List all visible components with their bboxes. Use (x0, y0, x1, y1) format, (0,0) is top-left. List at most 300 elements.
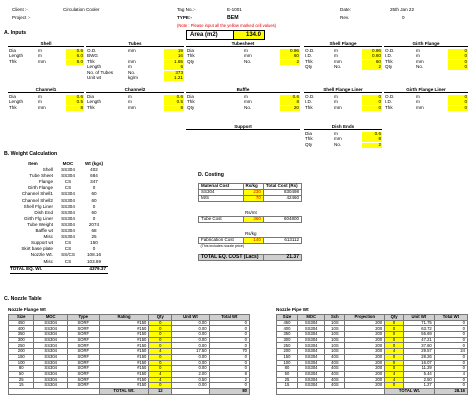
shell-value-input[interactable]: 0.6 (66, 49, 84, 54)
nozzle-flange-cell: 200 (9, 349, 34, 355)
nozzle-pipe-cell: SS304 (297, 371, 325, 377)
shell-unit: m (38, 53, 42, 58)
nozzle-pipe-qty-input[interactable]: 4 (385, 371, 404, 377)
weight-value: 402 (90, 167, 98, 173)
costing-total: 42460 (263, 196, 301, 202)
nozzle-pipe-cell: 10S (325, 337, 345, 343)
nozzle-flange-cell: 0.00 (172, 337, 209, 343)
girth-flange-liner-unit: m (416, 93, 420, 99)
channel2-param-label: Length (87, 99, 102, 104)
shell-flange-unit: mm (334, 58, 342, 64)
tubes-value-input[interactable]: 6 (164, 65, 184, 70)
weight-value: 60 (91, 197, 97, 203)
costing-header-material: Material Cost (199, 184, 244, 190)
nozzle-flange-header-cell: Qty (149, 315, 172, 321)
costing-total: 830498 (263, 190, 301, 196)
nozzle-flange-cell: 0.00 (172, 320, 209, 326)
nozzle-flange-cell: SORF (67, 343, 99, 349)
costing-total-row (199, 255, 302, 261)
shell-flange-value-input[interactable]: 2 (362, 65, 382, 70)
channel1-value-input[interactable]: 0.6 (66, 95, 84, 100)
weight-value: 25 (91, 234, 97, 240)
weight-value: 150 (90, 240, 98, 246)
nozzle-pipe-cell: 4 (434, 371, 467, 377)
weight-moc: CS (64, 246, 72, 252)
nozzle-flange-cell: 0.50 (172, 377, 209, 383)
nozzle-pipe-cell: 10S (325, 326, 345, 332)
nozzle-pipe-cell: SS304 (297, 326, 325, 332)
weight-item: Girth Flg Liner (23, 215, 53, 221)
nozzle-flange-cell: 50 (9, 371, 34, 377)
nozzle-flange-cell: 70 (209, 349, 249, 355)
nozzle-pipe-cell: 0 (434, 366, 467, 372)
shell-flange-liner-title: Shell Flange Liner (323, 87, 363, 92)
tubesheet-value-input[interactable]: 60 (280, 54, 300, 59)
weight-moc: SS304 (61, 197, 75, 203)
tubes-value-input[interactable]: 19 (164, 49, 184, 54)
nozzle-pipe-cell: 10S (325, 349, 345, 355)
nozzle-pipe-qty-input[interactable]: 0 (385, 332, 404, 338)
nozzle-flange-cell: SS304 (34, 326, 67, 332)
tag-label: Tag No.:- (177, 7, 196, 12)
costing-rate-input[interactable]: 70 (243, 196, 263, 202)
nozzle-flange-cell: 0 (209, 354, 249, 360)
nozzle-pipe-cell: 0 (434, 337, 467, 343)
nozzle-pipe-qty-input[interactable]: 4 (385, 377, 404, 383)
nozzle-flange-cell: 0 (209, 337, 249, 343)
nozzle-pipe-cell: 10S (325, 332, 345, 338)
weight-item: Nozzle Wt. (30, 252, 53, 258)
nozzle-pipe-cell: 200 (345, 349, 385, 355)
weight-item: Shell (42, 167, 53, 173)
shell-flange-unit: m (334, 53, 338, 58)
nozzle-flange-qty-input[interactable]: 0 (149, 383, 172, 389)
nozzle-pipe-header-cell: Unit Wt (403, 315, 434, 321)
weight-item: Dish End (34, 209, 53, 215)
nozzle-pipe-header-cell: MOC (297, 315, 325, 321)
girth-flange-liner-title: Girth Flange Liner (406, 87, 446, 92)
nozzle-pipe-cell: 10S (325, 343, 345, 349)
baffle-value-input[interactable]: 8 (280, 100, 300, 105)
costing-rate-input[interactable]: 230 (243, 190, 263, 196)
area-label: Area (m2) (186, 30, 234, 40)
nozzle-pipe-cell: 80 (277, 366, 298, 372)
nozzle-flange-cell: SS304 (34, 343, 67, 349)
girth-flange-value-input[interactable]: 0 (448, 60, 468, 65)
girth-flange-liner-unit: m (416, 99, 420, 104)
date-value: 25th Jan 22 (390, 7, 415, 12)
tubesheet-unit: No. (244, 58, 252, 64)
tag-value: E-1001 (227, 7, 242, 12)
tubes-param-label: Unit wt (87, 75, 102, 80)
nozzle-pipe-cell: 200 (345, 343, 385, 349)
nozzle-flange-total-label: TOTAL Wt. (99, 388, 149, 394)
costing-fab-label: Fabrication Cost (199, 238, 244, 244)
nozzle-flange-cell: SORF (67, 371, 99, 377)
nozzle-pipe-header-cell: Total Wt (434, 315, 467, 321)
nozzle-flange-cell: SS304 (34, 349, 67, 355)
nozzle-pipe-cell: 2.50 (403, 377, 434, 383)
costing-table (198, 183, 302, 261)
tubes-param-label: Thk (87, 58, 95, 64)
nozzle-flange-cell: SORF (67, 337, 99, 343)
nozzle-flange-cell: SORF (67, 349, 99, 355)
baffle-value-input[interactable]: 20 (280, 106, 300, 111)
nozzle-pipe-qty-input[interactable]: 0 (385, 360, 404, 366)
nozzle-flange-cell: 2 (209, 377, 249, 383)
nozzle-flange-qty-input[interactable]: 4 (149, 349, 172, 355)
nozzle-flange-qty-input[interactable]: 4 (149, 377, 172, 383)
nozzle-pipe-cell: 350 (277, 332, 298, 338)
weight-item: Tube Sheet (29, 173, 53, 179)
nozzle-pipe-cell: 40S (325, 377, 345, 383)
weight-value: 60 (91, 209, 97, 215)
girth-flange-title: Girth Flange (412, 41, 440, 46)
girth-flange-value-input[interactable]: 0 (448, 65, 468, 70)
nozzle-pipe-header-cell: Sch (325, 315, 345, 321)
nozzle-pipe-cell: 63.72 (403, 326, 434, 332)
nozzle-flange-total-spacer (9, 388, 100, 394)
channel1-param-label: Length (9, 99, 24, 104)
girth-flange-liner-value-input[interactable]: 0 (448, 106, 468, 111)
weight-value: 0 (92, 246, 96, 252)
nozzle-flange-cell: 300 (9, 337, 34, 343)
channel1-param-label: Thk (9, 104, 17, 110)
nozzle-flange-total-row (9, 388, 250, 394)
nozzle-flange-header-cell: MOC (34, 315, 67, 321)
nozzle-flange-cell: #150 (99, 371, 149, 377)
nozzle-pipe-qty-input[interactable]: 0 (385, 383, 404, 389)
shell-row (8, 60, 84, 66)
nozzle-pipe-cell: 200 (345, 320, 385, 326)
nozzle-pipe-cell: 40S (325, 383, 345, 389)
girth-flange-value-input[interactable]: 0 (448, 54, 468, 59)
costing-fab-note: (This includes nozzle price) (200, 243, 245, 248)
girth-flange-liner-value-input[interactable]: 0 (448, 95, 468, 100)
weight-item: Channel Shell1 (21, 191, 53, 197)
shell-flange-value-input[interactable]: 0.96 (362, 49, 382, 54)
nozzle-flange-qty-input[interactable]: 0 (149, 343, 172, 349)
tubes-param-label: BWG (87, 53, 98, 58)
nozzle-flange-cell: 0.00 (172, 326, 209, 332)
tubes-unit: m (128, 64, 132, 69)
nozzle-pipe-cell: 0 (434, 332, 467, 338)
nozzle-pipe-cell: 200 (345, 360, 385, 366)
nozzle-pipe-cell: 300 (277, 337, 298, 343)
girth-flange-liner-group (384, 88, 468, 111)
nozzle-flange-cell: 17.50 (172, 349, 209, 355)
weight-table (10, 162, 120, 274)
nozzle-pipe-cell: 40S (325, 371, 345, 377)
weight-moc: SS304 (61, 173, 75, 179)
channel2-row (86, 106, 184, 112)
weight-item: Flange (38, 179, 53, 185)
nozzle-flange-cell: 0.00 (172, 354, 209, 360)
nozzle-flange-cell: 0 (209, 332, 249, 338)
nozzle-flange-qty-input[interactable]: 0 (149, 360, 172, 366)
nozzle-flange-cell: 0 (209, 320, 249, 326)
nozzle-flange-cell: 80 (9, 366, 34, 372)
baffle-title: Baffle (236, 87, 250, 92)
shell-unit: m (38, 47, 42, 53)
weight-value: 347 (90, 179, 98, 185)
tubesheet-param-label: Dia (187, 47, 194, 53)
tubes-unit: mm (128, 47, 136, 53)
shell-flange-param-label: Thk (305, 58, 313, 64)
nozzle-pipe-cell: SS304 (297, 332, 325, 338)
channel2-value-input[interactable]: 0.6 (164, 95, 184, 100)
weight-item: Skirt base plate (21, 246, 53, 252)
nozzle-pipe-cell: SS304 (297, 366, 325, 372)
weight-total-label: TOTAL EQ. WI. (10, 265, 43, 271)
nozzle-flange-cell: SS304 (34, 360, 67, 366)
nozzle-pipe-cell: 200 (345, 371, 385, 377)
shell-flange-liner-param-label: O.D. (305, 93, 315, 99)
tubes-value-input[interactable]: 1.65 (164, 60, 184, 65)
dish-ends-value-input[interactable]: 8 (362, 137, 382, 142)
channel1-unit: mm (38, 104, 46, 110)
nozzle-flange-cell: 0 (209, 343, 249, 349)
nozzle-pipe-cell: 0 (434, 354, 467, 360)
nozzle-pipe-cell: 0 (434, 326, 467, 332)
date-label: Date: (340, 7, 351, 12)
channel1-value-input[interactable]: 0.5 (66, 100, 84, 105)
input-note: (Note : Please input all the yellow marked cell values) (177, 23, 277, 28)
nozzle-flange-cell: SS304 (34, 320, 67, 326)
costing-section-title: D. Costing (198, 172, 224, 178)
nozzle-flange-cell: 450 (9, 320, 34, 326)
nozzle-pipe-cell: 55.69 (403, 332, 434, 338)
tubes-param-label: Length (87, 64, 102, 69)
shell-flange-liner-row (304, 106, 382, 112)
costing-fab-rate-input[interactable]: 140 (243, 238, 263, 244)
dish-ends-value-input[interactable]: 0.6 (362, 132, 382, 137)
tubesheet-row (186, 60, 300, 66)
shell-flange-value-input[interactable]: 60 (362, 60, 382, 65)
nozzle-pipe-cell: SS304 (297, 320, 325, 326)
nozzle-pipe-cell: 1.27 (403, 383, 434, 389)
shell-flange-liner-value-input[interactable]: 0 (362, 100, 382, 105)
nozzle-flange-qty-input[interactable]: 0 (149, 332, 172, 338)
nozzle-pipe-cell: 40S (325, 366, 345, 372)
nozzle-flange-cell: #150 (99, 360, 149, 366)
nozzle-pipe-header-cell: Projection (345, 315, 385, 321)
nozzle-pipe-cell: SS304 (297, 360, 325, 366)
nozzle-flange-cell: 0 (209, 360, 249, 366)
nozzle-pipe-qty-input[interactable]: 4 (385, 349, 404, 355)
nozzle-pipe-cell: 11.29 (403, 366, 434, 372)
nozzle-flange-header-cell: Total Wt (209, 315, 249, 321)
support-group (186, 125, 300, 130)
nozzle-flange-cell: 150 (9, 354, 34, 360)
weight-value: 0 (92, 215, 96, 221)
weight-moc: SS304 (61, 203, 75, 209)
nozzle-flange-cell: 15 (9, 383, 34, 389)
nozzle-flange-cell: SORF (67, 377, 99, 383)
nozzle-flange-cell: 2.00 (172, 371, 209, 377)
tubes-value-input[interactable]: 1.21 (164, 76, 184, 81)
girth-flange-liner-value-input[interactable]: 0 (448, 100, 468, 105)
nozzle-flange-header-cell: Type (67, 315, 99, 321)
baffle-value-input[interactable]: 0.6 (280, 95, 300, 100)
nozzle-flange-cell: #150 (99, 354, 149, 360)
shell-value-input[interactable]: 8.0 (66, 60, 84, 65)
costing-total-label: TOTAL EQ. COST (Lacs) (199, 255, 264, 261)
weight-item: Shell Flg Liner (23, 203, 53, 209)
nozzle-flange-total-blank (172, 388, 209, 394)
nozzle-pipe-cell: SS304 (297, 354, 325, 360)
nozzle-flange-cell: SORF (67, 354, 99, 360)
nozzle-pipe-cell: 0 (434, 377, 467, 383)
nozzle-pipe-cell: SS304 (297, 383, 325, 389)
weight-moc: SS304 (61, 209, 75, 215)
nozzle-flange-cell: SORF (67, 326, 99, 332)
nozzle-flange-cell: SS304 (34, 377, 67, 383)
nozzle-flange-qty-input[interactable]: 0 (149, 366, 172, 372)
shell-param-label: Dia (9, 47, 16, 53)
girth-flange-unit: mm (416, 58, 424, 64)
dish-ends-group (304, 125, 382, 148)
shell-flange-liner-unit: m (334, 99, 338, 104)
nozzle-pipe-cell: 0 (434, 343, 467, 349)
shell-group (8, 42, 84, 65)
nozzle-flange-cell: 0.00 (172, 383, 209, 389)
nozzle-flange-qty-input[interactable]: 0 (149, 326, 172, 332)
channel2-value-input[interactable]: 0.5 (164, 100, 184, 105)
nozzle-pipe-cell: 200 (345, 332, 385, 338)
weight-moc: SS304 (61, 234, 75, 240)
weight-value: 68 (91, 228, 97, 234)
nozzle-flange-qty-input[interactable]: 0 (149, 354, 172, 360)
nozzle-flange-header-cell: Unit Wt (172, 315, 209, 321)
weight-moc: SS304 (61, 167, 75, 173)
nozzle-pipe-cell: 200 (345, 383, 385, 389)
nozzle-pipe-cell: 200 (345, 326, 385, 332)
dish-ends-value-input[interactable]: 2 (362, 143, 382, 148)
nozzle-pipe-cell: 0 (434, 383, 467, 389)
shell-flange-liner-value-input[interactable]: 0 (362, 95, 382, 100)
shell-flange-liner-value-input[interactable]: 0 (362, 106, 382, 111)
nozzle-flange-qty-input[interactable]: 0 (149, 337, 172, 343)
shell-title: Shell (40, 41, 52, 46)
nozzle-flange-cell: 8 (209, 371, 249, 377)
nozzle-flange-cell: 400 (9, 326, 34, 332)
nozzle-pipe-title: Nozzle Pipe Wt (276, 307, 309, 312)
shell-flange-value-input[interactable]: 0.60 (362, 54, 382, 59)
nozzle-pipe-cell: 0 (434, 320, 467, 326)
costing-tube-rate-input[interactable]: 360 (243, 217, 263, 223)
nozzle-flange-cell: SORF (67, 320, 99, 326)
channel2-unit: m (128, 93, 132, 99)
nozzle-pipe-cell: SS304 (297, 377, 325, 383)
girth-flange-row (384, 65, 468, 71)
nozzle-flange-cell: SORF (67, 383, 99, 389)
nozzle-flange-cell: #150 (99, 337, 149, 343)
channel2-unit: m (128, 99, 132, 104)
weight-value: 0 (92, 185, 96, 191)
girth-flange-unit: m (416, 47, 420, 53)
channel2-title: Channel2 (124, 87, 146, 92)
weight-moc: CS (64, 185, 72, 191)
shell-flange-param-label: I.D. (305, 53, 313, 58)
dish-ends-param-label: Thk (305, 136, 313, 141)
tubesheet-param-label: Qty (187, 58, 195, 64)
dish-ends-unit: m (334, 130, 338, 136)
channel1-group (8, 88, 84, 111)
channel2-param-label: Dia (87, 93, 94, 99)
nozzle-flange-total-qty: 12 (149, 388, 172, 394)
nozzle-pipe-cell: 10S (325, 320, 345, 326)
nozzle-pipe-cell: SS304 (297, 349, 325, 355)
tubes-param-label: No. of Tubes (87, 69, 114, 75)
nozzle-flange-cell: SS304 (34, 383, 67, 389)
nozzle-flange-cell: 0 (209, 326, 249, 332)
tubesheet-value-input[interactable]: 2 (280, 60, 300, 65)
tubes-value-input[interactable]: 373 (164, 71, 184, 76)
nozzle-flange-qty-input[interactable]: 4 (149, 371, 172, 377)
nozzle-flange-cell: SORF (67, 360, 99, 366)
weight-value: 108.16 (86, 252, 102, 258)
nozzle-pipe-cell: 71.75 (403, 320, 434, 326)
costing-tube-total: 604800 (263, 217, 301, 223)
nozzle-pipe-qty-input[interactable]: 0 (385, 354, 404, 360)
nozzle-flange-cell: 25 (9, 377, 34, 383)
girth-flange-liner-row (384, 106, 468, 112)
tubes-unit: kg/m (128, 75, 138, 80)
shell-flange-liner-unit: m (334, 93, 338, 99)
nozzle-pipe-qty-input[interactable]: 0 (385, 366, 404, 372)
area-input[interactable]: 134.0 (233, 30, 265, 40)
nozzle-pipe-qty-input[interactable]: 0 (385, 320, 404, 326)
nozzle-pipe-total-value: 28.16 (434, 388, 467, 394)
shell-flange-row (304, 65, 382, 71)
nozzle-flange-qty-input[interactable]: 0 (149, 320, 172, 326)
nozzle-pipe-table (276, 314, 468, 395)
nozzle-pipe-cell: 50 (277, 371, 298, 377)
shell-value-input[interactable]: 6.0 (66, 54, 84, 59)
channel2-value-input[interactable]: 8 (164, 106, 184, 111)
girth-flange-value-input[interactable]: 0 (448, 49, 468, 54)
nozzle-flange-cell: SS304 (34, 332, 67, 338)
weight-total-value: 4379.37 (89, 265, 106, 271)
girth-flange-liner-unit: mm (416, 104, 424, 110)
costing-header-rate: Rs/kg (243, 184, 263, 190)
weight-item: Misc (43, 234, 53, 240)
rev-label: Rev. (340, 15, 350, 20)
weight-header-item: Item (28, 161, 38, 166)
tubesheet-value-input[interactable]: 0.96 (280, 49, 300, 54)
shell-flange-unit: m (334, 47, 338, 53)
nozzle-pipe-qty-input[interactable]: 0 (385, 343, 404, 349)
nozzle-pipe-qty-input[interactable]: 0 (385, 337, 404, 343)
tubes-value-input[interactable]: 16 (164, 54, 184, 59)
nozzle-flange-cell: #150 (99, 377, 149, 383)
girth-flange-unit: m (416, 53, 420, 58)
tubes-group (86, 42, 184, 82)
girth-flange-unit: No. (416, 64, 424, 69)
nozzle-pipe-cell: 250 (277, 343, 298, 349)
dish-ends-unit: No. (334, 141, 342, 147)
costing-total-value: 21.37 (263, 255, 301, 261)
nozzle-flange-cell: SS304 (34, 337, 67, 343)
type-value: BEM (227, 15, 239, 21)
nozzle-pipe-qty-input[interactable]: 0 (385, 326, 404, 332)
nozzle-pipe-cell: 200 (345, 354, 385, 360)
girth-flange-param-label: Thk (385, 58, 393, 64)
channel2-param-label: Thk (87, 104, 95, 110)
channel1-value-input[interactable]: 8 (66, 106, 84, 111)
nozzle-flange-cell: 0.00 (172, 360, 209, 366)
